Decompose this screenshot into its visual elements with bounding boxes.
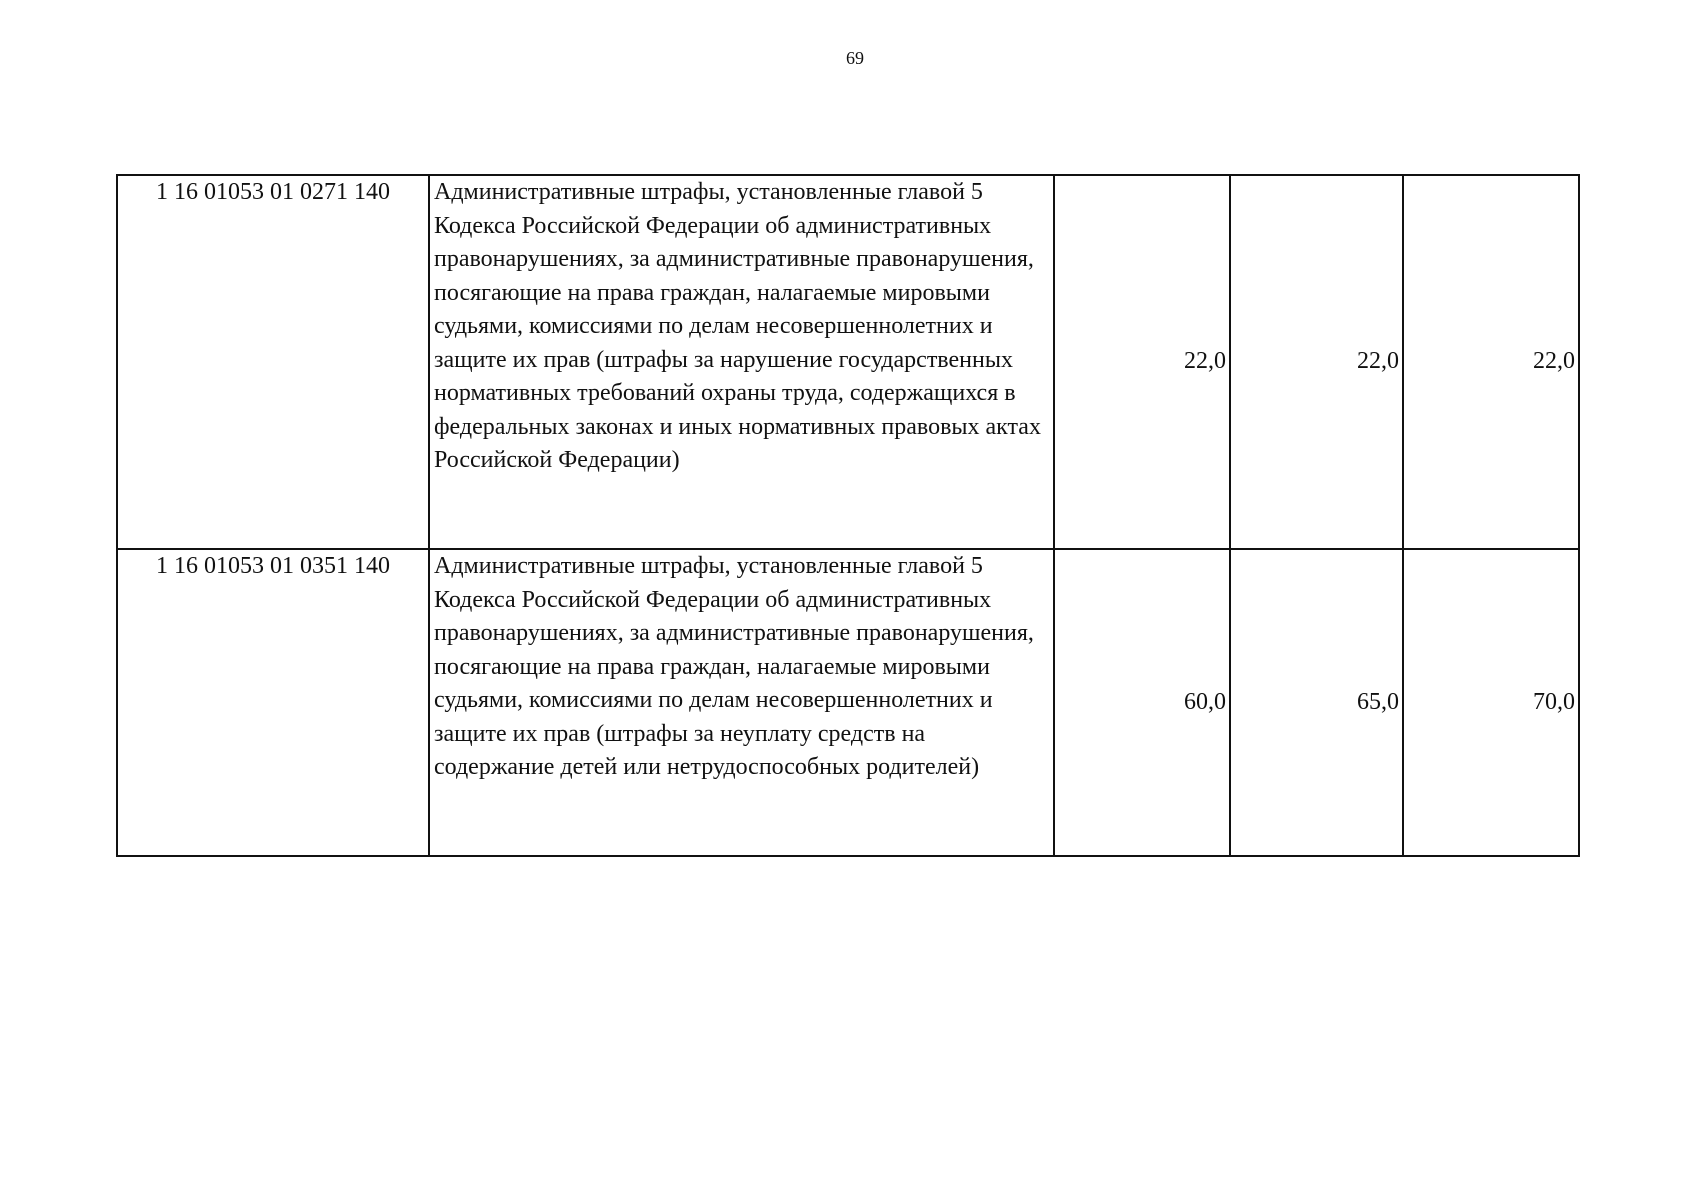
table-row [117,175,1579,549]
amount-year-2: 22,0 [1230,175,1403,549]
page-number: 69 [846,48,864,68]
budget-code: 1 16 01053 01 0271 140 [117,175,429,549]
amount-year-1: 22,0 [1054,175,1230,549]
amount-year-3: 22,0 [1403,175,1579,549]
revenue-description: Административные штрафы, установленные главой 5 Кодекса Российской Федерации об административных правонарушениях, за административные правонарушения, посягающие на права граждан, налагаемые мировыми судьями, комиссиями по делам несовершеннолетних и защите их прав (штрафы за нарушение государственных нормативных требований охраны труда, содержащихся в федеральных законах и иных нормативных правовых актах Российской Федерации) [429,175,1054,549]
amount-year-1: 60,0 [1054,549,1230,856]
amount-year-3: 70,0 [1403,549,1579,856]
revenue-description: Административные штрафы, установленные главой 5 Кодекса Российской Федерации об административных правонарушениях, за административные правонарушения, посягающие на права граждан, налагаемые мировыми судьями, комиссиями по делам несовершеннолетних и защите их прав (штрафы за неуплату средств на содержание детей или нетрудоспособных родителей) [429,549,1054,856]
budget-table [116,174,1580,857]
amount-year-2: 65,0 [1230,549,1403,856]
table-row [117,549,1579,856]
budget-code: 1 16 01053 01 0351 140 [117,549,429,856]
